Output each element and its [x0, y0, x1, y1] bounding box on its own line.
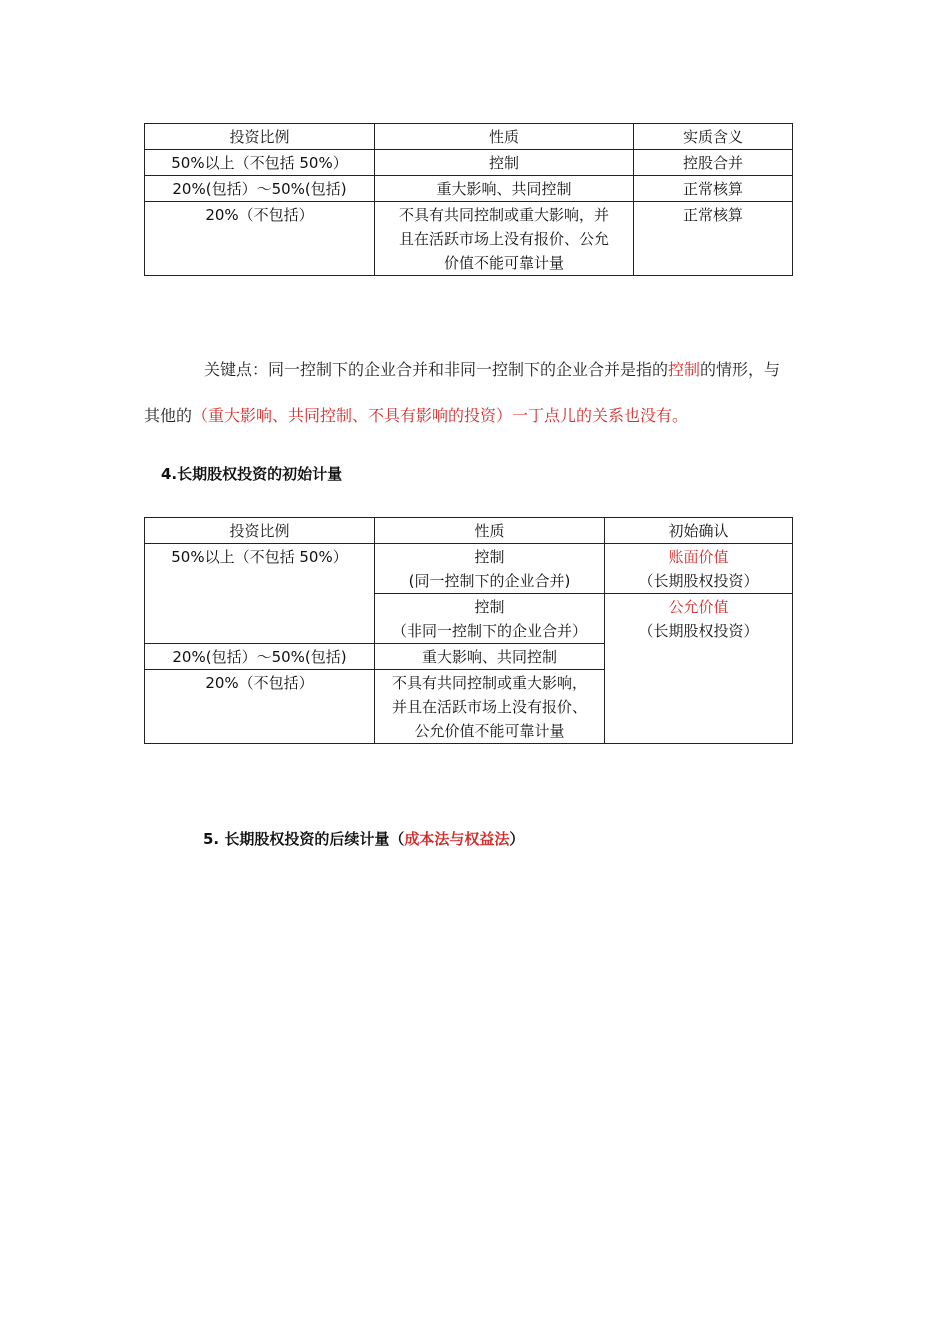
ratio-nature-table [144, 123, 793, 276]
cell-ratio: 50%以上（不包括 50%） [145, 544, 375, 644]
cell-line: （非同一控制下的企业合并） [391, 622, 587, 640]
cell-line: （长期股权投资） [638, 622, 759, 640]
cell-line: （长期股权投资） [638, 572, 759, 590]
table-header-row [145, 518, 793, 544]
cell-ratio: 20%(包括）～50%(包括) [145, 644, 375, 670]
cell-line: 且在活跃市场上没有报价、公允 [398, 230, 609, 248]
table-header-row [145, 124, 793, 150]
cell-ratio: 20%（不包括） [145, 202, 375, 276]
cell-meaning: 正常核算 [634, 202, 793, 276]
cell-nature [375, 544, 605, 594]
key-point-highlight: 控制 [668, 360, 701, 379]
table-row [145, 176, 793, 202]
cell-initial [605, 544, 793, 594]
cell-meaning: 控股合并 [634, 150, 793, 176]
cell-nature: 重大影响、共同控制 [375, 644, 605, 670]
key-point-line-2 [144, 404, 824, 428]
cell-meaning: 正常核算 [634, 176, 793, 202]
table-row [145, 150, 793, 176]
cell-line: 不具有共同控制或重大影响，并 [398, 206, 609, 224]
cell-nature: 控制 [375, 150, 634, 176]
cell-ratio: 20%(包括）～50%(包括) [145, 176, 375, 202]
cell-line: 控制 [474, 548, 505, 566]
cell-highlight: 公允价值 [668, 598, 729, 616]
heading-text: 5. 长期股权投资的后续计量（ [203, 830, 405, 848]
header-ratio: 投资比例 [145, 124, 375, 150]
table-row [145, 202, 793, 276]
initial-measurement-table [144, 517, 793, 744]
header-initial: 初始确认 [605, 518, 793, 544]
cell-line: 价值不能可靠计量 [443, 254, 564, 272]
cell-nature [375, 670, 605, 744]
key-point-text: 其他的 [144, 406, 193, 425]
key-point-highlight: （重大影响、共同控制、不具有影响的投资）一丁点儿的关系也没有。 [192, 406, 689, 425]
cell-line: (同一控制下的企业合并) [408, 572, 571, 590]
header-nature: 性质 [375, 518, 605, 544]
cell-nature [375, 594, 605, 644]
heading-text: ） [509, 830, 525, 848]
cell-ratio: 20%（不包括） [145, 670, 375, 744]
header-nature: 性质 [375, 124, 634, 150]
cell-ratio: 50%以上（不包括 50%） [145, 150, 375, 176]
heading-highlight: 成本法与权益法 [404, 830, 510, 848]
header-meaning: 实质含义 [634, 124, 793, 150]
cell-line: 控制 [474, 598, 505, 616]
cell-nature [375, 202, 634, 276]
cell-highlight: 账面价值 [668, 548, 729, 566]
header-ratio: 投资比例 [145, 518, 375, 544]
cell-line: 并且在活跃市场上没有报价、 [391, 698, 587, 716]
section-heading-4: 4.长期股权投资的初始计量 [161, 465, 343, 483]
section-heading-5 [203, 828, 524, 850]
cell-line: 不具有共同控制或重大影响， [391, 674, 587, 692]
key-point-text: 的情形，与 [700, 360, 781, 379]
table-row [145, 544, 793, 594]
cell-initial [605, 594, 793, 744]
cell-nature: 重大影响、共同控制 [375, 176, 634, 202]
key-point-line-1 [144, 358, 824, 382]
key-point-text: 关键点：同一控制下的企业合并和非同一控制下的企业合并是指的 [204, 360, 669, 379]
cell-line: 公允价值不能可靠计量 [414, 722, 565, 740]
